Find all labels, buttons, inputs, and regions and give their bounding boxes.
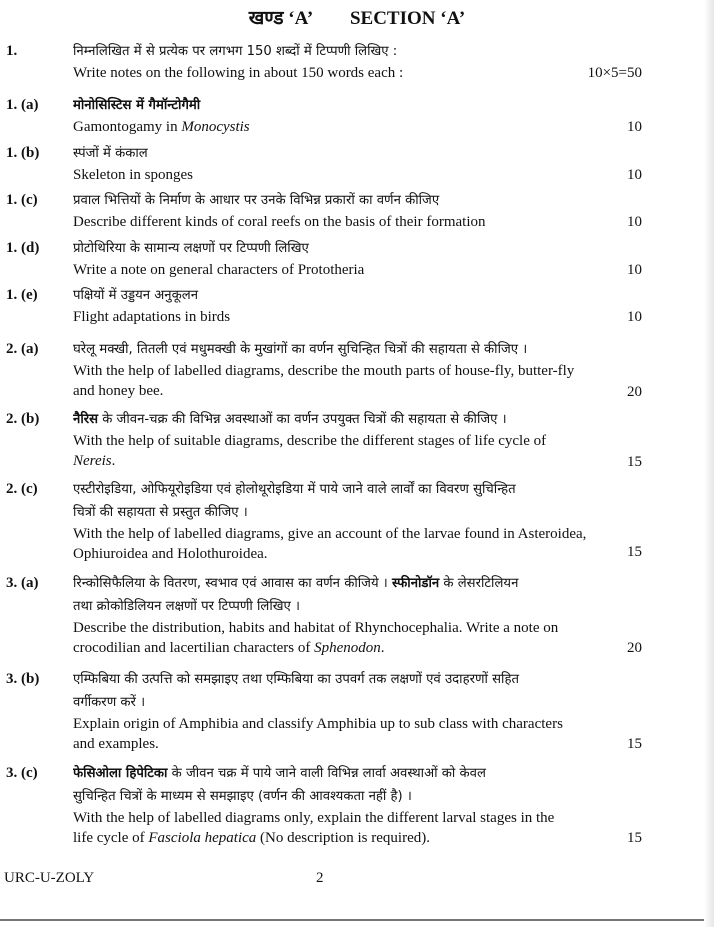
- question-text-english: Write a note on general characters of Prototheria: [73, 262, 365, 278]
- question-text-english-line2: and examples.: [73, 736, 159, 752]
- question-number: 2. (b): [6, 411, 40, 427]
- question-text-english-line2: Ophiuroidea and Holothuroidea.: [73, 546, 268, 562]
- question-text-english: Write notes on the following in about 150 words each :: [73, 65, 404, 81]
- question-text-hindi: पक्षियों में उड्डयन अनुकूलन: [73, 288, 199, 303]
- question-text-english-line2: crocodilian and lacertilian characters of Sphenodon.: [73, 640, 385, 656]
- section-heading-english: SECTION ‘A’: [349, 8, 466, 29]
- question-number: 3. (c): [6, 765, 38, 781]
- species-name: Fasciola hepatica: [148, 830, 257, 846]
- marks: 15: [627, 454, 642, 470]
- marks: 20: [627, 384, 642, 400]
- question-text-english: Flight adaptations in birds: [73, 309, 231, 325]
- species-name: Sphenodon: [314, 640, 381, 656]
- marks: 10: [627, 167, 642, 183]
- question-number: 3. (b): [6, 671, 40, 687]
- question-number: 1. (d): [6, 240, 40, 256]
- question-text-english: Gamontogamy in Monocystis: [73, 119, 250, 135]
- question-number: 2. (c): [6, 481, 38, 497]
- paper-code: URC-U-ZOLY: [4, 870, 95, 886]
- question-text-hindi: निम्नलिखित में से प्रत्येक पर लगभग 150 शब्दों में टिप्पणी लिखिए :: [73, 44, 398, 59]
- marks: 20: [627, 640, 642, 656]
- marks: 10: [627, 119, 642, 135]
- marks: 10: [627, 214, 642, 230]
- species-name: Nereis: [73, 453, 112, 469]
- question-text-hindi: मोनोसिस्टिस में गैमॉन्टोगैमी: [73, 98, 201, 113]
- question-text-english-line1: Explain origin of Amphibia and classify Amphibia up to sub class with characters: [73, 716, 563, 732]
- question-number: 1. (e): [6, 287, 38, 303]
- question-number: 3. (a): [6, 575, 39, 591]
- question-number: 1.: [6, 43, 18, 59]
- species-name: Monocystis: [181, 119, 250, 135]
- marks: 15: [627, 830, 642, 846]
- question-text-hindi-line2: सुचिन्हित चित्रों के माध्यम से समझाइए (वर्णन की आवश्यकता नहीं है) ।: [73, 789, 412, 804]
- question-text-english-line2: and honey bee.: [73, 383, 164, 399]
- question-number: 1. (a): [6, 97, 39, 113]
- question-text-english-line1: With the help of labelled diagrams, give an account of the larvae found in Asteroidea,: [73, 526, 587, 542]
- marks: 10: [627, 309, 642, 325]
- question-number: 2. (a): [6, 341, 39, 357]
- question-text-hindi-line2: वर्गीकरण करें ।: [73, 695, 146, 710]
- question-text-hindi-line1: रिन्कोसिफैलिया के वितरण, स्वभाव एवं आवास का वर्णन कीजिये । स्फीनोडॉन के लेसरटिलियन: [73, 576, 519, 591]
- question-text-english: Describe different kinds of coral reefs on the basis of their formation: [73, 214, 486, 230]
- marks: 10×5=50: [587, 65, 642, 81]
- question-text-hindi-line2: चित्रों की सहायता से प्रस्तुत कीजिए ।: [73, 505, 248, 520]
- question-text-hindi-line1: एम्फिबिया की उत्पत्ति को समझाइए तथा एम्फिबिया का उपवर्ग तक लक्षणों एवं उदाहरणों सहित: [73, 672, 519, 687]
- species-name: फेसिओला हिपेटिका: [73, 766, 168, 781]
- scan-edge-shadow: [704, 0, 714, 927]
- question-text-english-line1: Describe the distribution, habits and habitat of Rhynchocephalia. Write a note on: [73, 620, 559, 636]
- question-text-hindi-line2: तथा क्रोकोडिलियन लक्षणों पर टिप्पणी लिखिए ।: [73, 599, 301, 614]
- question-text-english: Skeleton in sponges: [73, 167, 193, 183]
- question-text-hindi: नैरिस के जीवन-चक्र की विभिन्न अवस्थाओं का वर्णन उपयुक्त चित्रों की सहायता से कीजिए ।: [73, 412, 507, 427]
- question-text-hindi: स्पंजों में कंकाल: [73, 146, 148, 161]
- question-text-hindi: प्रोटोथिरिया के सामान्य लक्षणों पर टिप्पणी लिखिए: [73, 241, 309, 256]
- marks: 15: [627, 544, 642, 560]
- section-heading: [0, 4, 714, 30]
- question-text-hindi: घरेलू मक्खी, तितली एवं मधुमक्खी के मुखांगों का वर्णन सुचिन्हित चित्रों की सहायता से कीजिए ।: [73, 342, 528, 357]
- marks: 15: [627, 736, 642, 752]
- question-text-english-line1: With the help of labelled diagrams, describe the mouth parts of house-fly, butter-fly: [73, 363, 575, 379]
- question-text-hindi-line1: एस्टीरोइडिया, ओफियूरोइडिया एवं होलोथूरोइडिया में पाये जाने वाले लार्वों का विवरण सुचिन्हित: [73, 482, 516, 497]
- species-name: नैरिस: [73, 412, 99, 427]
- marks: 10: [627, 262, 642, 278]
- question-text-english-line2: Nereis.: [73, 453, 116, 469]
- question-text-hindi-line1: फेसिओला हिपेटिका के जीवन चक्र में पाये जाने वाली विभिन्न लार्वा अवस्थाओं को केवल: [73, 766, 486, 781]
- question-text-hindi: प्रवाल भित्तियों के निर्माण के आधार पर उनके विभिन्न प्रकारों का वर्णन कीजिए: [73, 193, 440, 208]
- species-name: स्फीनोडॉन: [391, 576, 440, 591]
- page-number: 2: [316, 870, 324, 886]
- footer-rule: [0, 919, 714, 921]
- question-text-english-line2: life cycle of Fasciola hepatica (No description is required).: [73, 830, 430, 846]
- question-number: 1. (b): [6, 145, 40, 161]
- section-heading-hindi: खण्ड ‘A’: [248, 8, 314, 29]
- question-text-english-line1: With the help of labelled diagrams only, explain the different larval stages in the: [73, 810, 555, 826]
- question-number: 1. (c): [6, 192, 38, 208]
- question-text-english-line1: With the help of suitable diagrams, describe the different stages of life cycle of: [73, 433, 547, 449]
